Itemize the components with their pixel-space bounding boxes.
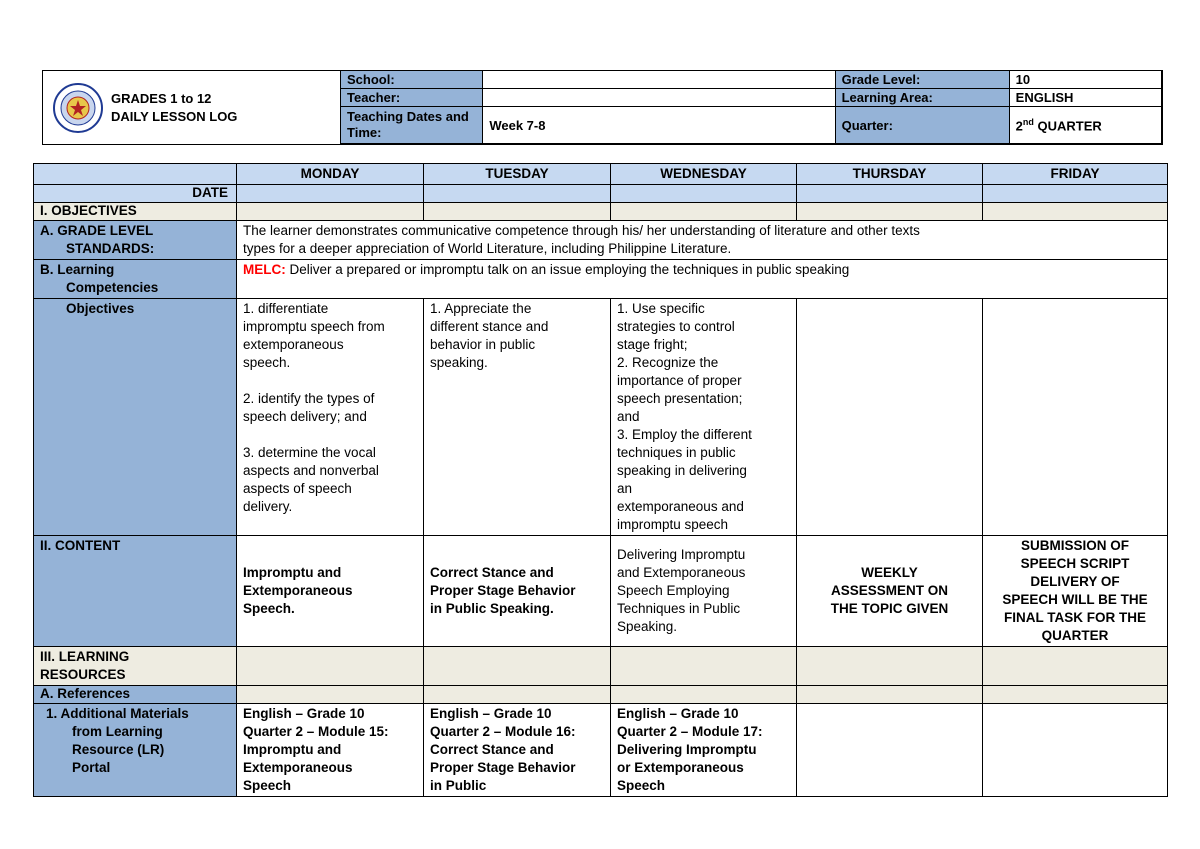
standards-label: A. GRADE LEVEL STANDARDS: <box>34 221 237 260</box>
text-line: 2. identify the types of <box>243 391 375 406</box>
text-line: Quarter 2 – Module 16: <box>430 724 576 739</box>
text-line: Speech Employing <box>617 583 730 598</box>
date-cell-thursday[interactable] <box>797 185 983 203</box>
text-line: QUARTER <box>1041 628 1109 643</box>
text-line: aspects of speech <box>243 481 352 496</box>
grade-level-value: 10 <box>1009 71 1161 89</box>
date-cell-tuesday[interactable] <box>424 185 611 203</box>
quarter-num: 2 <box>1015 118 1023 134</box>
content-label: II. CONTENT <box>34 536 237 647</box>
references-row <box>34 686 1168 704</box>
text-line: impromptu speech <box>617 517 729 532</box>
text-line: Delivering Impromptu <box>617 742 757 757</box>
text-line: behavior in public <box>430 337 536 352</box>
text-line <box>243 372 417 390</box>
text-line: 3. determine the vocal <box>243 445 376 460</box>
references-label: A. References <box>34 686 237 704</box>
text-line: Speech <box>243 778 292 793</box>
materials-tuesday <box>424 704 611 797</box>
deped-seal-icon <box>53 83 103 133</box>
text-line: Impromptu and <box>243 565 342 580</box>
day-header-thursday: THURSDAY <box>797 164 983 185</box>
text-line: an <box>617 481 633 496</box>
text-line <box>243 426 417 444</box>
text-line: in Public <box>430 778 487 793</box>
resources-section-row <box>34 647 1168 686</box>
grade-level-label: Grade Level: <box>835 71 1009 89</box>
text-line: speech delivery; and <box>243 409 367 424</box>
text-line: 1. Appreciate the <box>430 301 532 316</box>
text-line: SPEECH WILL BE THE <box>1002 592 1148 607</box>
text-line: ASSESSMENT ON <box>830 583 949 598</box>
text-line: different stance and <box>430 319 549 334</box>
day-header-tuesday: TUESDAY <box>424 164 611 185</box>
logo-cell <box>43 71 340 144</box>
objectives-thursday <box>797 299 983 536</box>
text-line: Delivering Impromptu <box>617 547 746 562</box>
day-header-row <box>34 164 1168 185</box>
lesson-log-header <box>42 70 1163 145</box>
text-line: Impromptu and <box>243 742 342 757</box>
date-cell-monday[interactable] <box>237 185 424 203</box>
text-line: importance of proper <box>617 373 742 388</box>
materials-thursday <box>797 704 983 797</box>
text-line: in Public Speaking. <box>430 601 554 616</box>
school-field[interactable] <box>483 71 835 89</box>
school-label: School: <box>341 71 483 89</box>
date-label: DATE <box>34 185 237 203</box>
teaching-dates-value: Week 7-8 <box>483 107 835 144</box>
text-line: Extemporaneous <box>243 760 353 775</box>
objectives-section-row <box>34 203 1168 221</box>
content-thursday <box>797 536 983 647</box>
text-line: Correct Stance and <box>430 565 554 580</box>
text-line: 1. Use specific <box>617 301 705 316</box>
text-line: and Extemporaneous <box>617 565 746 580</box>
text-line: English – Grade 10 <box>243 706 365 721</box>
text-line: SUBMISSION OF <box>1020 538 1129 553</box>
competencies-label: B. Learning Competencies <box>34 260 237 299</box>
content-wednesday <box>611 536 797 647</box>
text-line: Speech <box>617 778 666 793</box>
content-friday <box>983 536 1168 647</box>
text-line: 2. Recognize the <box>617 355 719 370</box>
learning-area-label: Learning Area: <box>835 89 1009 107</box>
day-header-wednesday: WEDNESDAY <box>611 164 797 185</box>
teaching-dates-label: Teaching Dates and Time: <box>341 107 483 144</box>
quarter-sup: nd <box>1022 116 1034 127</box>
text-line: strategies to control <box>617 319 735 334</box>
day-header-friday: FRIDAY <box>983 164 1168 185</box>
text-line: stage fright; <box>617 337 688 352</box>
date-cell-wednesday[interactable] <box>611 185 797 203</box>
materials-label: 1. Additional Materials from Learning Resource (LR) Portal <box>34 704 237 797</box>
content-tuesday <box>424 536 611 647</box>
resources-section-label: III. LEARNING RESOURCES <box>34 647 237 686</box>
text-line: extemporaneous and <box>617 499 744 514</box>
text-line: and <box>617 409 640 424</box>
text-line: SPEECH SCRIPT <box>1020 556 1130 571</box>
text-line: Extemporaneous <box>243 583 353 598</box>
text-line: Proper Stage Behavior <box>430 760 576 775</box>
date-cell-friday[interactable] <box>983 185 1168 203</box>
text-line: Quarter 2 – Module 17: <box>617 724 763 739</box>
text-line: delivery. <box>243 499 293 514</box>
info-table <box>340 70 1162 144</box>
text-line: or Extemporaneous <box>617 760 744 775</box>
date-row <box>34 185 1168 203</box>
teacher-label: Teacher: <box>341 89 483 107</box>
quarter-value <box>1009 107 1161 144</box>
text-line: speaking in delivering <box>617 463 747 478</box>
text-line: English – Grade 10 <box>617 706 739 721</box>
text-line: impromptu speech from <box>243 319 385 334</box>
text-line: THE TOPIC GIVEN <box>830 601 949 616</box>
teacher-field[interactable] <box>483 89 835 107</box>
log-title-line2: DAILY LESSON LOG <box>111 109 238 124</box>
objectives-monday <box>237 299 424 536</box>
text-line: Correct Stance and <box>430 742 554 757</box>
materials-monday <box>237 704 424 797</box>
text-line: speaking. <box>430 355 488 370</box>
melc-text <box>237 260 1168 299</box>
text-line: WEEKLY <box>861 565 918 580</box>
materials-friday <box>983 704 1168 797</box>
standards-text: The learner demonstrates communicative competence through his/ her understanding of literature and other texts types for a deeper appreciation of World Literature, including Philippine Literature. <box>237 221 1168 260</box>
objectives-sub-label: Objectives <box>34 299 237 536</box>
competencies-row <box>34 260 1168 299</box>
day-header-monday: MONDAY <box>237 164 424 185</box>
text-line: English – Grade 10 <box>430 706 552 721</box>
objectives-wednesday <box>611 299 797 536</box>
text-line: Proper Stage Behavior <box>430 583 576 598</box>
log-title-line1: GRADES 1 to 12 <box>111 91 212 106</box>
quarter-label: Quarter: <box>835 107 1009 144</box>
melc-label: MELC: <box>243 262 286 277</box>
standards-row <box>34 221 1168 260</box>
content-monday <box>237 536 424 647</box>
content-row <box>34 536 1168 647</box>
objectives-tuesday <box>424 299 611 536</box>
text-line: Speech. <box>243 601 295 616</box>
learning-area-value: ENGLISH <box>1009 89 1161 107</box>
text-line: FINAL TASK FOR THE <box>1004 610 1146 625</box>
text-line: techniques in public <box>617 445 736 460</box>
text-line: 1. differentiate <box>243 301 329 316</box>
text-line: speech. <box>243 355 291 370</box>
text-line: Speaking. <box>617 619 678 634</box>
quarter-word: QUARTER <box>1033 118 1102 134</box>
objectives-friday <box>983 299 1168 536</box>
text-line: Techniques in Public <box>617 601 741 616</box>
melc-description: Deliver a prepared or impromptu talk on an issue employing the techniques in public speaking <box>285 262 850 277</box>
text-line: speech presentation; <box>617 391 743 406</box>
objectives-section-label: I. OBJECTIVES <box>34 203 237 221</box>
materials-row <box>34 704 1168 797</box>
text-line: 3. Employ the different <box>617 427 752 442</box>
materials-wednesday <box>611 704 797 797</box>
text-line: aspects and nonverbal <box>243 463 379 478</box>
lesson-plan-table <box>33 163 1168 797</box>
text-line: Quarter 2 – Module 15: <box>243 724 389 739</box>
objectives-row <box>34 299 1168 536</box>
corner-cell <box>34 164 237 185</box>
text-line: extemporaneous <box>243 337 344 352</box>
text-line: DELIVERY OF <box>1030 574 1120 589</box>
